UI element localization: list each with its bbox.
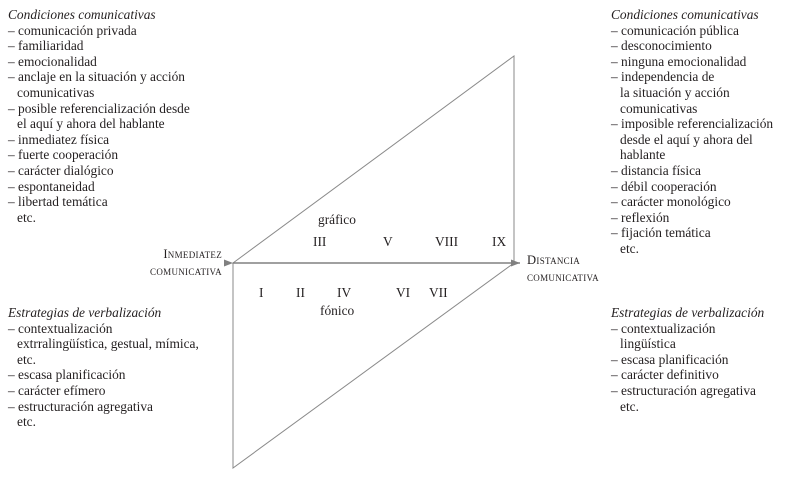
condition-item: – reflexión <box>611 209 670 225</box>
strategy-item: – escasa planificación <box>8 367 126 383</box>
strategy-item: – estructuración agregativa <box>611 382 756 398</box>
condition-item: – distancia física <box>611 162 701 178</box>
phonic-numeral: II <box>296 285 305 300</box>
distance-conditions-heading: Condiciones comunicativas <box>611 7 759 22</box>
phonic-numeral: VII <box>429 285 448 300</box>
strategy-item: – contextualización <box>611 320 716 336</box>
etc-label: etc. <box>17 414 36 430</box>
condition-item: – comunicación pública <box>611 22 739 38</box>
distance-axis-label-line2: comunicativa <box>527 270 599 284</box>
phonic-numeral: I <box>259 285 264 300</box>
distance-strategies <box>611 305 764 414</box>
graphic-numeral: V <box>383 234 393 249</box>
etc-label: etc. <box>620 240 639 256</box>
strategy-item: – carácter efímero <box>8 382 106 398</box>
immediacy-conditions <box>8 7 190 225</box>
condition-item: – inmediatez física <box>8 131 110 147</box>
distance-strategies-heading: Estrategias de verbalización <box>611 305 765 320</box>
condition-item: – libertad temática <box>8 194 108 210</box>
condition-item: – fijación temática <box>611 225 711 241</box>
condition-item: – desconocimiento <box>611 38 712 54</box>
condition-item: – emocionalidad <box>8 53 97 69</box>
condition-item: – débil cooperación <box>611 178 717 194</box>
etc-label: etc. <box>620 398 639 414</box>
strategy-item: – carácter definitivo <box>611 367 719 383</box>
distance-axis-label <box>527 252 599 286</box>
condition-item-continued: comunicativas <box>17 84 95 100</box>
immediacy-axis-label-line1: Inmediatez <box>163 247 222 261</box>
condition-item-continued: comunicativas <box>620 100 698 116</box>
immediacy-axis-label-line2: comunicativa <box>150 264 222 278</box>
condition-item: – carácter monológico <box>611 194 731 210</box>
condition-item: – carácter dialógico <box>8 162 114 178</box>
graphic-triangle <box>233 56 514 263</box>
immediacy-conditions-heading: Condiciones comunicativas <box>8 7 156 22</box>
condition-item: – anclaje en la situación y acción <box>8 69 185 85</box>
condition-item: – posible referencialización desde <box>8 100 190 116</box>
phonic-numeral: VI <box>396 285 411 300</box>
graphic-numeral: VIII <box>435 234 459 249</box>
etc-label: etc. <box>17 209 36 225</box>
distance-conditions <box>611 7 773 257</box>
immediacy-axis-label <box>150 246 222 280</box>
graphic-numeral: IX <box>492 234 507 249</box>
condition-item-continued: la situación y acción <box>620 84 730 100</box>
strategy-item-continued: extrralingüística, gestual, mímica, <box>17 336 199 352</box>
strategy-item: – escasa planificación <box>611 351 729 367</box>
immediacy-strategies-heading: Estrategias de verbalización <box>8 305 162 320</box>
condition-item-continued: hablante <box>620 147 666 163</box>
condition-item: – independencia de <box>611 69 715 85</box>
distance-axis-label-line1: Distancia <box>527 253 581 267</box>
condition-item: – ninguna emocionalidad <box>611 53 747 69</box>
condition-item: – fuerte cooperación <box>8 147 119 163</box>
immediacy-strategies <box>8 305 199 430</box>
graphic-medium-label: gráfico <box>318 212 356 227</box>
condition-item: – comunicación privada <box>8 22 137 38</box>
condition-item: – espontaneidad <box>8 178 95 194</box>
strategy-item-continued: lingüística <box>620 336 676 352</box>
graphic-numeral: III <box>313 234 327 249</box>
phonic-medium-label: fónico <box>320 303 355 318</box>
strategy-item: – estructuración agregativa <box>8 398 153 414</box>
phonic-triangle <box>233 263 514 468</box>
strategy-item-continued: etc. <box>17 351 36 367</box>
phonic-numeral: IV <box>337 285 352 300</box>
condition-item-continued: desde el aquí y ahora del <box>620 131 753 147</box>
condition-item: – familiaridad <box>8 38 84 54</box>
condition-item-continued: el aquí y ahora del hablante <box>17 116 165 132</box>
condition-item: – imposible referencialización <box>611 116 774 132</box>
strategy-item: – contextualización <box>8 320 113 336</box>
